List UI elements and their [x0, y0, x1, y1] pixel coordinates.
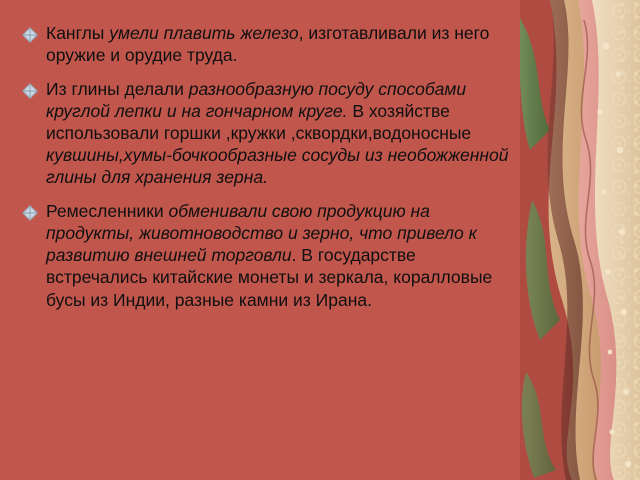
list-item — [22, 78, 522, 188]
text-run-italic: умели плавить железо — [109, 23, 299, 43]
text-run: . В государстве встречались китайские монеты и зеркала, коралловые бусы из Индии, разные камни из Ирана. — [46, 245, 493, 310]
diamond-bullet-icon — [22, 83, 40, 99]
text-run: Ремесленники — [46, 201, 169, 222]
text-run: Из глины делали — [46, 79, 189, 100]
text-run: Канглы — [46, 23, 110, 43]
diamond-bullet-icon — [22, 205, 40, 221]
decorative-border — [520, 0, 640, 480]
text-run-italic: разнообразную посуду способами круглой лепки и на гончарном круге. — [46, 79, 467, 122]
diamond-bullet-icon — [22, 27, 40, 43]
list-item-text — [46, 78, 522, 188]
list-item-text — [46, 22, 522, 66]
text-run: , изготавливали из него оружие и орудие труда. — [46, 23, 490, 66]
decorative-border-art — [520, 0, 640, 480]
list-item — [22, 22, 522, 66]
list-item-text — [46, 200, 522, 310]
text-run-italic: кувшины,хумы-бочкообразные сосуды из необожженной глины для хранения зерна. — [46, 145, 509, 188]
text-run-italic: обменивали свою продукцию на продукты, животноводство и зерно, что привело к развитию внешней торговли — [46, 201, 477, 266]
list-item — [22, 200, 522, 310]
slide-body — [22, 22, 522, 323]
text-run: В хозяйстве использовали горшки ,кружки ,сквордки,водоносные — [46, 101, 472, 144]
